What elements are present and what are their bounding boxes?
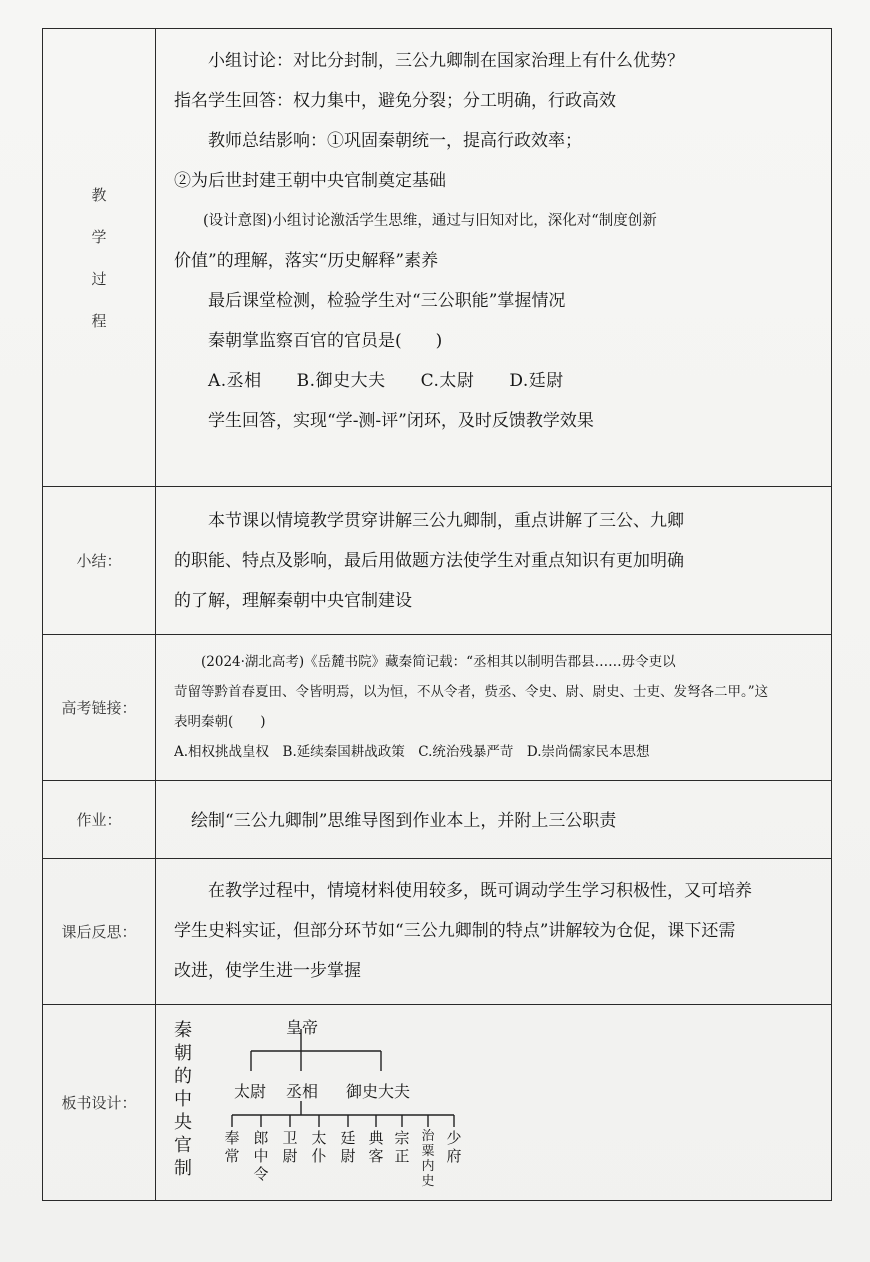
board-side-title-char: 制 [174, 1158, 192, 1179]
minister-langzhongling [252, 1129, 270, 1183]
lesson-plan-table [42, 28, 832, 1201]
minister-char: 郎 [253, 1129, 269, 1147]
process-label-c4: 程 [91, 311, 107, 330]
minister-char: 治 [421, 1129, 435, 1144]
minister-char: 令 [253, 1165, 269, 1183]
process-row [43, 29, 832, 487]
process-line: 指名学生回答：权力集中，避免分裂；分工明确，行政高效 [174, 91, 616, 111]
process-label-c1: 教 [91, 185, 107, 204]
minister-dianke [367, 1129, 385, 1165]
minister-shaofu [445, 1129, 463, 1165]
minister-char: 宗 [394, 1129, 410, 1147]
board-diagram [166, 1011, 821, 1191]
minister-char: 尉 [340, 1147, 356, 1165]
minister-char: 典 [368, 1129, 384, 1147]
minister-char: 太 [311, 1129, 327, 1147]
gaokao-line: (2024·湖北高考)《岳麓书院》藏秦简记载：“丞相其以制明告郡县……毋令吏以 [201, 654, 676, 670]
reflection-row [43, 859, 832, 1005]
minister-taipu [310, 1129, 328, 1165]
process-line: (设计意图)小组讨论激活学生思维，通过与旧知对比，深化对“制度创新 [203, 213, 657, 229]
board-label: 板书设计： [43, 1005, 156, 1201]
board-side-title-char: 秦 [174, 1020, 192, 1041]
lord-yushidafu: 御史大夫 [346, 1082, 411, 1101]
minister-zongzheng [393, 1129, 411, 1165]
minister-char: 常 [224, 1147, 240, 1165]
reflection-line: 在教学过程中，情境材料使用较多，既可调动学生学习积极性，又可培养 [208, 881, 752, 901]
gaokao-label: 高考链接： [43, 635, 156, 781]
process-label-c2: 学 [91, 227, 107, 246]
reflection-content [156, 859, 832, 1005]
minister-char: 奉 [224, 1129, 240, 1147]
process-line: 学生回答，实现“学-测-评”闭环，及时反馈教学效果 [208, 411, 594, 431]
board-row [43, 1005, 832, 1201]
board-side-title-char: 央 [174, 1112, 192, 1133]
minister-char: 少 [446, 1129, 462, 1147]
reflection-line: 改进，使学生进一步掌握 [174, 961, 361, 981]
reflection-line: 学生史料实证，但部分环节如“三公九卿制的特点”讲解较为仓促，课下还需 [174, 921, 736, 941]
minister-char: 粟 [421, 1144, 435, 1159]
summary-content [156, 487, 832, 635]
summary-label: 小结： [43, 487, 156, 635]
board-side-title [172, 1019, 194, 1180]
minister-char: 中 [253, 1147, 269, 1165]
lord-chengxiang: 丞相 [286, 1082, 319, 1101]
minister-char: 仆 [311, 1147, 327, 1165]
minister-fengchang [223, 1129, 241, 1165]
summary-line: 的了解，理解秦朝中央官制建设 [174, 591, 412, 611]
reflection-label: 课后反思： [43, 859, 156, 1005]
minister-char: 客 [368, 1147, 384, 1165]
gaokao-content [156, 635, 832, 781]
summary-row [43, 487, 832, 635]
minister-char: 廷 [340, 1129, 356, 1147]
gaokao-line: 苛留等黔首春夏田、令皆明焉，以为恒，不从令者，赀丞、令史、尉、尉史、士吏、发弩各二甲。”这 [174, 684, 769, 700]
board-side-title-char: 的 [174, 1066, 192, 1087]
minister-char: 内 [421, 1159, 435, 1174]
homework-line: 绘制“三公九卿制”思维导图到作业本上，并附上三公职责 [191, 810, 617, 831]
minister-char: 尉 [282, 1147, 298, 1165]
process-line: 最后课堂检测，检验学生对“三公职能”掌握情况 [208, 291, 566, 311]
board-content [156, 1005, 832, 1201]
board-side-title-text [172, 1019, 194, 1180]
board-side-title-char: 中 [174, 1089, 192, 1110]
summary-line: 本节课以情境教学贯穿讲解三公九卿制，重点讲解了三公、九卿 [208, 511, 684, 531]
process-line: ②为后世封建王朝中央官制奠定基础 [174, 171, 446, 191]
gaokao-line: 表明秦朝( ) [174, 714, 266, 730]
minister-char: 史 [421, 1174, 435, 1189]
homework-label: 作业： [43, 781, 156, 859]
quiz-options: A.丞相 B.御史大夫 C.太尉 D.廷尉 [208, 371, 564, 391]
board-side-title-char: 朝 [174, 1043, 192, 1064]
minister-char: 正 [394, 1147, 410, 1165]
minister-zhisuneishi [419, 1129, 437, 1189]
board-side-title-char: 官 [174, 1135, 192, 1156]
lord-taiwei: 太尉 [234, 1082, 267, 1101]
homework-row [43, 781, 832, 859]
homework-content [156, 781, 832, 859]
summary-line: 的职能、特点及影响，最后用做题方法使学生对重点知识有更加明确 [174, 551, 684, 571]
process-line: 价值”的理解，落实“历史解释”素养 [174, 251, 439, 271]
process-label-c3: 过 [91, 269, 107, 288]
process-line: 小组讨论：对比分封制，三公九卿制在国家治理上有什么优势？ [208, 51, 684, 71]
emperor-label: 皇帝 [286, 1018, 319, 1037]
process-content [156, 29, 832, 487]
minister-char: 府 [446, 1147, 462, 1165]
gaokao-options: A.相权挑战皇权 B.延续秦国耕战政策 C.统治残暴严苛 D.崇尚儒家民本思想 [174, 744, 650, 760]
minister-tingwei [339, 1129, 357, 1165]
process-label [43, 29, 156, 487]
gaokao-row [43, 635, 832, 781]
process-line: 教师总结影响：①巩固秦朝统一，提高行政效率； [208, 131, 582, 151]
process-line: 秦朝掌监察百官的官员是( ) [208, 331, 443, 351]
minister-weiwei [281, 1129, 299, 1165]
minister-char: 卫 [282, 1129, 298, 1147]
